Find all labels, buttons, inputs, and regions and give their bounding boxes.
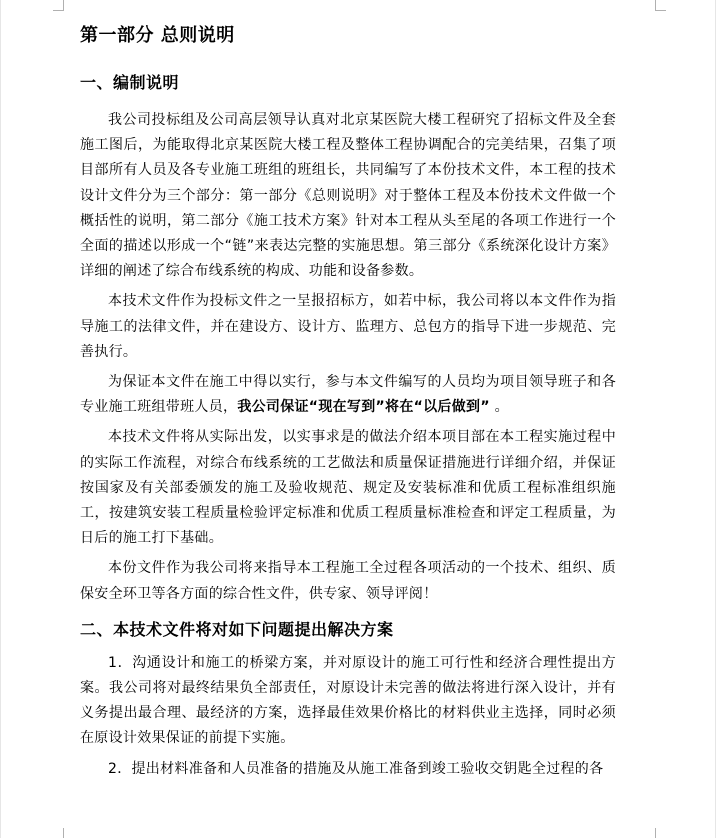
paragraph-5: 本份文件作为我公司将来指导本工程施工全过程各项活动的一个技术、组织、质保安全环卫等各方面的综合性文件，供专家、领导评阅！ [80, 560, 616, 602]
paragraph-2: 本技术文件作为投标文件之一呈报招标方，如若中标，我公司将以本文件作为指导施工的法律文件，并在建设方、设计方、监理方、总包方的指导下进一步规范、完善执行。 [80, 293, 616, 360]
crop-mark [655, 0, 666, 11]
paragraph-4: 本技术文件将从实际出发，以实事求是的做法介绍本项目部在本工程实施过程中的实际工作流程，对综合布线系统的工艺做法和质量保证措施进行详细介绍，并保证按国家及有关部委颁发的施工及验收规范、规定及安装标准和优质工程标准组织施工，按建筑安装工程质量检验评定标准和优质工程质量标准检查和评定工程质量，为日后的施工打下基础。 [80, 429, 616, 547]
paragraph-3-text: 为保证本文件在施工中得以实行，参与本文件编写的人员均为项目领导班子和各专业施工班组带班人员， [80, 374, 616, 416]
list-item-1: 1．沟通设计和施工的桥梁方案，并对原设计的施工可行性和经济合理性提出方案。我公司将对最终结果负全部责任，对原设计未完善的做法将进行深入设计，并有义务提出最合理、最经济的方案，选择最佳效果价格比的材料供业主选择，同时必须在原设计效果保证的前提下实施。 [80, 654, 616, 747]
paragraph-3 [80, 370, 616, 420]
paragraph-3-end: 。 [489, 399, 509, 416]
paragraph-3-emphasis: 我公司保证“现在写到”将在“以后做到” [237, 399, 490, 416]
crop-mark [53, 828, 64, 838]
section-heading-1: 一、编制说明 [80, 73, 180, 92]
crop-mark [53, 0, 64, 11]
list-item-2: 2．提出材料准备和人员准备的措施及从施工准备到竣工验收交钥匙全过程的各 [108, 760, 604, 777]
document-body [80, 22, 616, 782]
section-heading-2: 二、本技术文件将对如下问题提出解决方案 [80, 619, 394, 639]
paragraph-1: 我公司投标组及公司高层领导认真对北京某医院大楼工程研究了招标文件及全套施工图后，为能取得北京某医院大楼工程及整体工程协调配合的完美结果，召集了项目部所有人员及各专业施工班组的班组长，共同编写了本份技术文件，本工程的技术设计文件分为三个部分：第一部分《总则说明》对于整体工程及本份技术文件做一个概括性的说明，第二部分《施工技术方案》针对本工程从头至尾的各项工作进行一个全面的描述以形成一个“链”来表达完整的实施思想。第三部分《系统深化设计方案》详细的阐述了综合布线系统的构成、功能和设备参数。 [80, 112, 616, 280]
crop-mark [655, 828, 666, 838]
page-title: 第一部分 总则说明 [80, 25, 235, 46]
